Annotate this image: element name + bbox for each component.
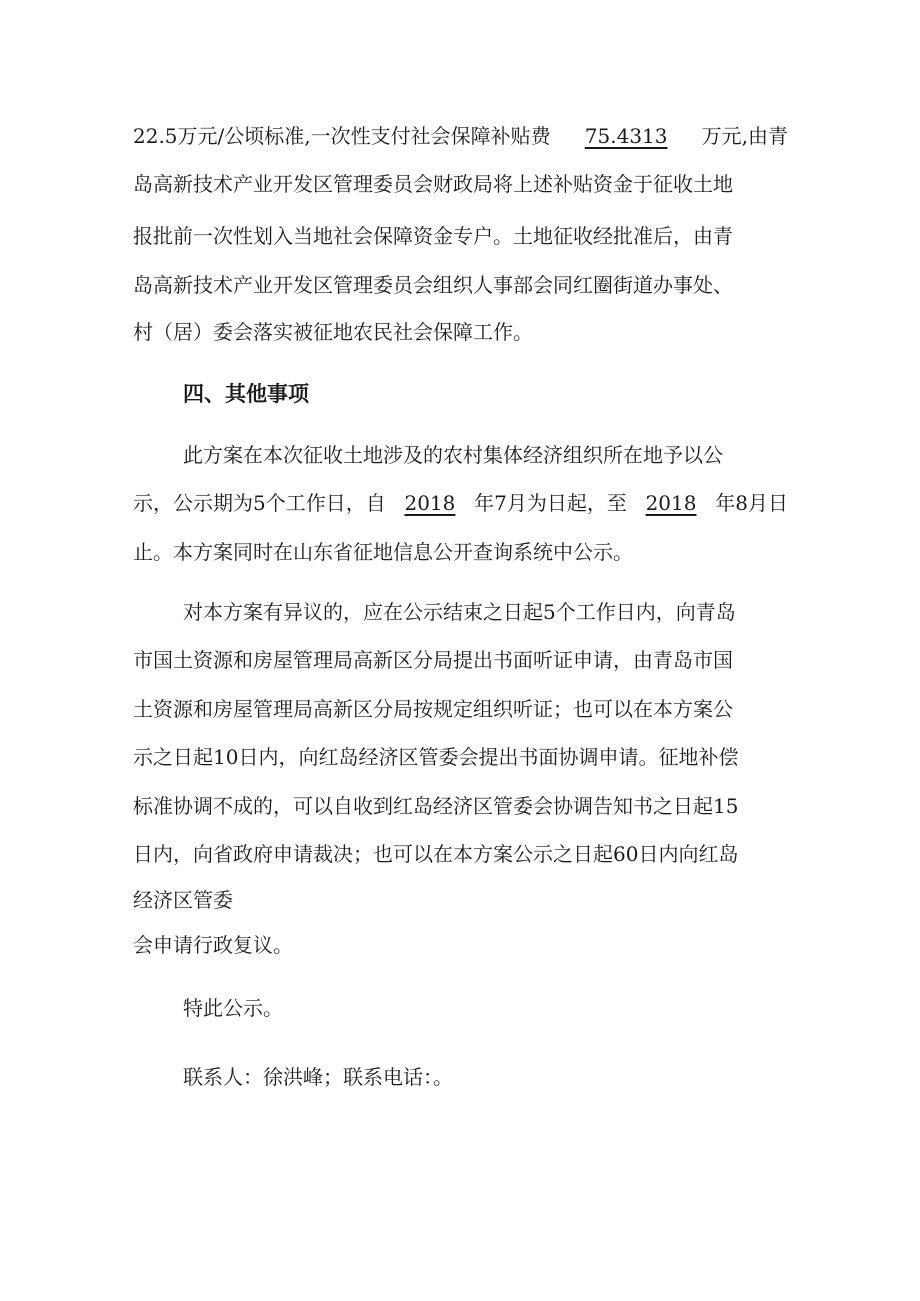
closing-statement: 特此公示。 [183, 996, 283, 1020]
section-heading: 四、其他事项 [183, 382, 309, 406]
paragraph-notice-line-3: 止。本方案同时在山东省征地信息公开查询系统中公示。 [133, 540, 633, 564]
text-segment: 万元,由青 [701, 124, 788, 148]
paragraph-objection-line-2: 市国土资源和房屋管理局高新区分局提出书面听证申请，由青岛市国 [133, 648, 733, 672]
paragraph-objection-line-7: 经济区管委 [133, 888, 233, 912]
paragraph-objection-line-3: 土资源和房屋管理局高新区分局按规定组织听证；也可以在本方案公 [133, 697, 733, 721]
end-year: 2018 [645, 491, 697, 515]
paragraph-notice-line-2 [133, 488, 788, 518]
contact-info: 联系人：徐洪峰；联系电话：。 [183, 1065, 453, 1089]
start-year: 2018 [404, 491, 456, 515]
paragraph-social-security-line-3: 报批前一次性划入当地社会保障资金专户。土地征收经批准后，由青 [133, 224, 733, 248]
paragraph-objection-line-1: 对本方案有异议的，应在公示结束之日起5个工作日内，向青岛 [183, 600, 736, 624]
paragraph-social-security-line-1 [133, 121, 788, 151]
paragraph-social-security-line-4: 岛高新技术产业开发区管理委员会组织人事部会同红圈街道办事处、 [133, 273, 733, 297]
paragraph-objection-line-8: 会申请行政复议。 [133, 933, 293, 957]
text-segment: 年8月日 [715, 491, 788, 515]
text-segment: 示，公示期为5个工作日，自 [133, 491, 386, 515]
paragraph-notice-line-1: 此方案在本次征收土地涉及的农村集体经济组织所在地予以公 [183, 443, 723, 467]
paragraph-objection-line-4: 示之日起10日内，向红岛经济区管委会提出书面协调申请。征地补偿 [133, 745, 739, 769]
text-segment: 年7月为日起，至 [474, 491, 627, 515]
paragraph-objection-line-5: 标准协调不成的，可以自收到红岛经济区管委会协调告知书之日起15 [133, 794, 739, 818]
paragraph-objection-line-6: 日内，向省政府申请裁决；也可以在本方案公示之日起60日内向红岛 [133, 842, 739, 866]
text-segment: 22.5万元/公顷标准,一次性支付社会保障补贴费 [133, 124, 551, 148]
paragraph-social-security-line-2: 岛高新技术产业开发区管理委员会财政局将上述补贴资金于征收土地 [133, 172, 733, 196]
subsidy-amount: 75.4313 [584, 124, 668, 148]
paragraph-social-security-line-5: 村（居）委会落实被征地农民社会保障工作。 [133, 320, 533, 344]
